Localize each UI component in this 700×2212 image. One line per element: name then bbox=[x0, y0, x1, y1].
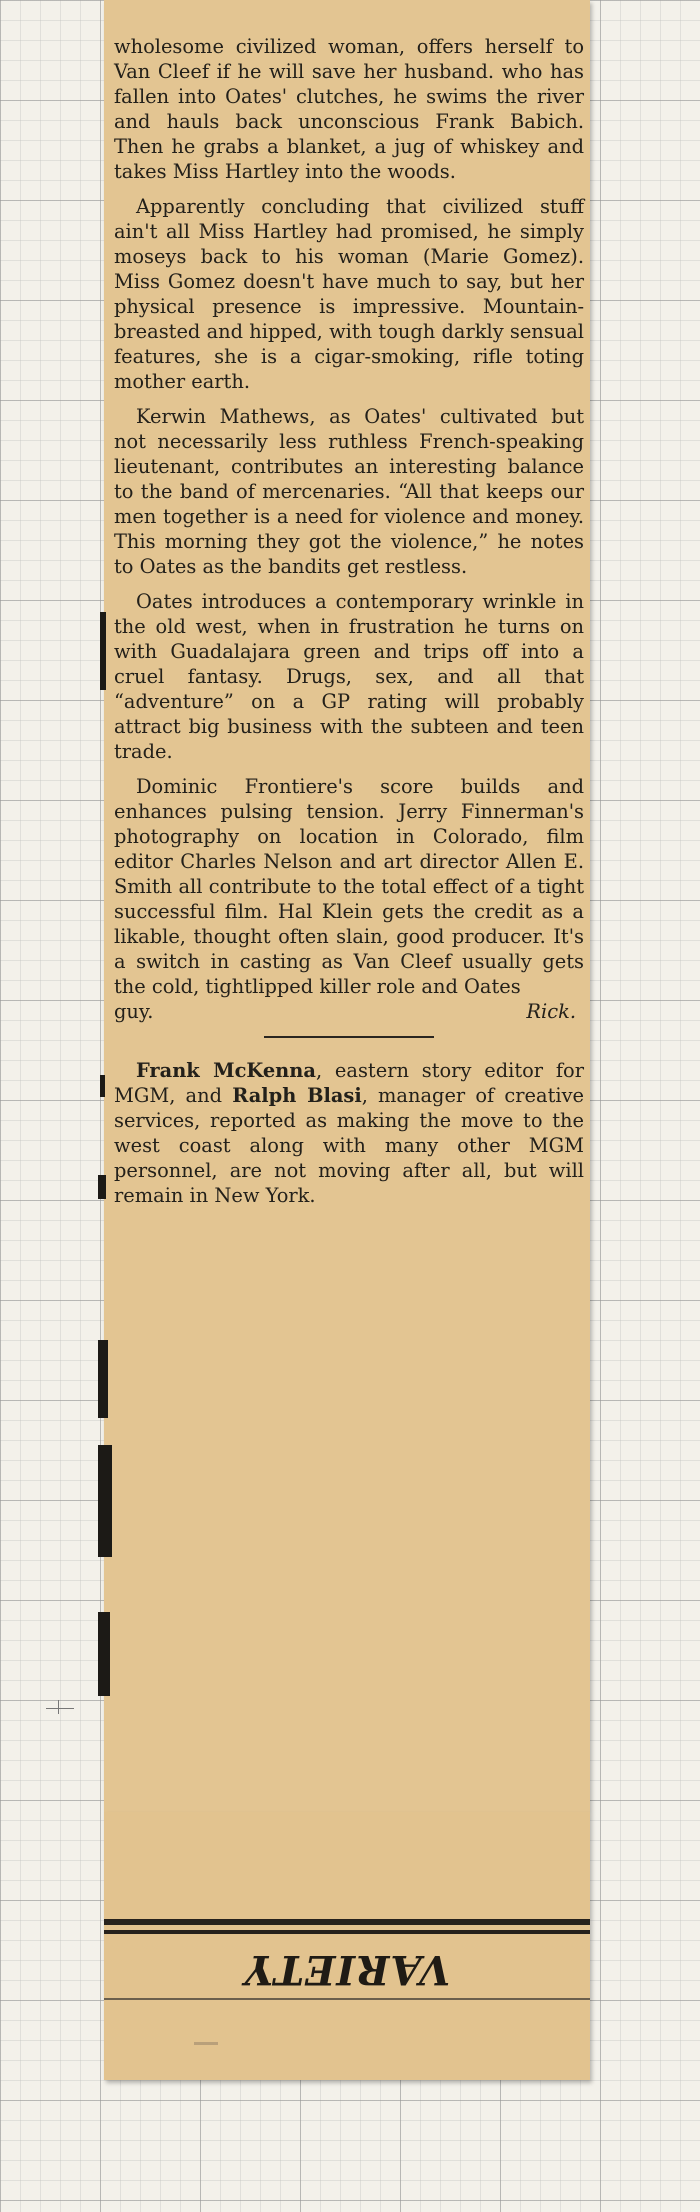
news-brief bbox=[114, 1058, 584, 1208]
grid-mark bbox=[46, 1708, 74, 1709]
article-paragraph: Apparently concluding that civilized stuff ain't all Miss Hartley had promised, he simply moseys back to his woman (Marie Gomez). Miss Gomez doesn't have much to say, but her physical presence is impressive. Mountain-breasted and hipped, with tough darkly sensual features, she is a cigar-smoking, rifle toting mother earth. bbox=[114, 195, 584, 393]
bleed-through-mark bbox=[98, 1340, 108, 1418]
article-column bbox=[114, 34, 584, 1218]
variety-masthead: VARIETY bbox=[243, 1946, 451, 1993]
article-paragraph: wholesome civilized woman, offers herself to Van Cleef if he will save her husband. who has fallen into Oates' clutches, he swims the river and hauls back unconscious Frank Babich. Then he grabs a blanket, a jug of whiskey and takes Miss Hartley into the woods. bbox=[114, 35, 584, 183]
grid-mark bbox=[58, 1700, 59, 1714]
newspaper-clipping bbox=[104, 0, 590, 1812]
article-paragraph-end: guy. bbox=[114, 1000, 154, 1023]
bleed-through-mark bbox=[98, 1445, 112, 1557]
bleed-through-mark bbox=[98, 1175, 106, 1199]
masthead-rule bbox=[104, 1998, 590, 2000]
signature-row bbox=[114, 999, 584, 1024]
brief-text: , eastern story editor for MGM, and bbox=[114, 1059, 584, 1107]
masthead-rule bbox=[104, 1930, 590, 1934]
article-paragraph: Kerwin Mathews, as Oates' cultivated but not necessarily less ruthless French-speaking lieutenant, contributes an interesting balance to the band of mercenaries. “All that keeps our men together is a need for violence and money. This morning they got the violence,” he notes to Oates as the bandits get restless. bbox=[114, 405, 584, 578]
brief-name: Ralph Blasi bbox=[232, 1084, 362, 1107]
bleed-through-mark bbox=[100, 1075, 105, 1097]
paper-smudge bbox=[194, 2042, 218, 2045]
article-paragraph: Oates introduces a contemporary wrinkle in the old west, when in frustration he turns on with Guadalajara green and trips off into a cruel fantasy. Drugs, sex, and all that “adventure” on a GP rating will probably attract big business with the subteen and teen trade. bbox=[114, 590, 584, 763]
brief-name: Frank McKenna bbox=[136, 1059, 316, 1082]
reviewer-signature: Rick. bbox=[526, 1000, 576, 1023]
section-divider bbox=[264, 1036, 434, 1038]
masthead-rule bbox=[104, 1919, 590, 1925]
bleed-through-mark bbox=[98, 1612, 110, 1696]
article-paragraph: Dominic Frontiere's score builds and enhances pulsing tension. Jerry Finnerman's photography on location in Colorado, film editor Charles Nelson and art director Allen E. Smith all contribute to the total effect of a tight successful film. Hal Klein gets the credit as a likable, thought often slain, good producer. It's a switch in casting as Van Cleef usually gets the cold, tightlipped killer role and Oates bbox=[114, 775, 584, 998]
masthead-strip bbox=[104, 1812, 590, 2080]
bleed-through-mark bbox=[100, 612, 106, 690]
brief-text: , manager of creative services, reported as making the move to the west coast along with many other MGM personnel, are not moving after all, but will remain in New York. bbox=[114, 1084, 584, 1207]
